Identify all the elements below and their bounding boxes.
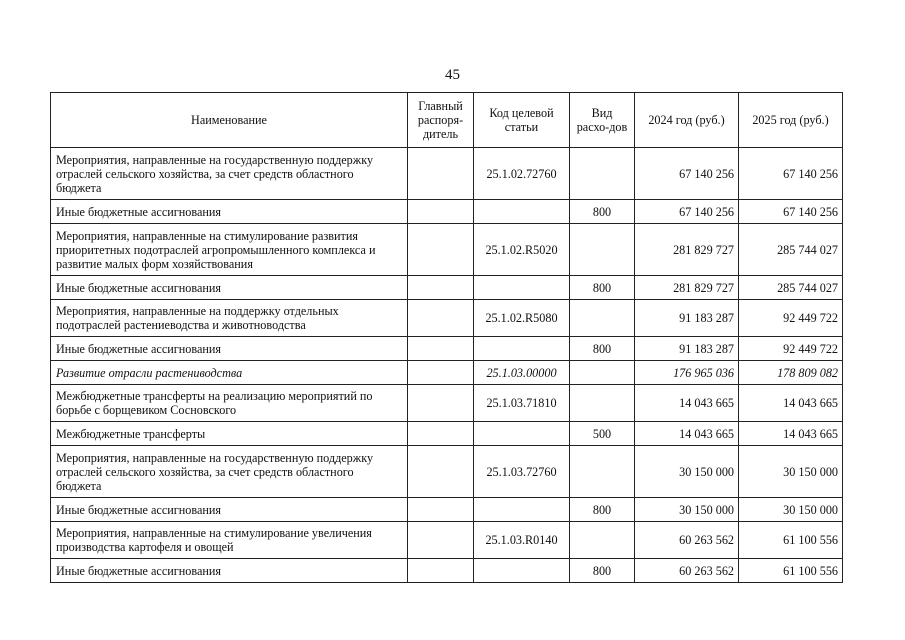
cell-name: Мероприятия, направленные на государственную поддержку отраслей сельского хозяйства, за счет средств областного бюджета [51, 446, 408, 498]
cell-manager [408, 559, 474, 583]
cell-kind [570, 522, 635, 559]
cell-name: Развитие отрасли растениводства [51, 361, 408, 385]
cell-code: 25.1.02.R5020 [474, 224, 570, 276]
cell-manager [408, 224, 474, 276]
cell-y2024: 91 183 287 [635, 300, 739, 337]
cell-y2025: 178 809 082 [739, 361, 843, 385]
header-code: Код целевой статьи [474, 93, 570, 148]
cell-manager [408, 522, 474, 559]
cell-name: Иные бюджетные ассигнования [51, 200, 408, 224]
cell-code [474, 422, 570, 446]
table-row [51, 422, 843, 446]
cell-code: 25.1.02.72760 [474, 148, 570, 200]
table-body [51, 148, 843, 583]
cell-y2024: 281 829 727 [635, 224, 739, 276]
cell-manager [408, 300, 474, 337]
cell-y2025: 61 100 556 [739, 522, 843, 559]
cell-y2025: 67 140 256 [739, 148, 843, 200]
cell-y2025: 92 449 722 [739, 337, 843, 361]
cell-name: Межбюджетные трансферты [51, 422, 408, 446]
cell-y2024: 30 150 000 [635, 498, 739, 522]
cell-code [474, 498, 570, 522]
page-number: 45 [445, 67, 460, 83]
header-2025: 2025 год (руб.) [739, 93, 843, 148]
cell-y2025: 30 150 000 [739, 498, 843, 522]
table-row [51, 300, 843, 337]
cell-kind: 800 [570, 559, 635, 583]
cell-kind [570, 385, 635, 422]
cell-code: 25.1.03.72760 [474, 446, 570, 498]
header-manager: Главный распоря-дитель [408, 93, 474, 148]
cell-y2025: 67 140 256 [739, 200, 843, 224]
cell-kind: 800 [570, 337, 635, 361]
cell-y2024: 91 183 287 [635, 337, 739, 361]
cell-y2025: 285 744 027 [739, 276, 843, 300]
table-row [51, 148, 843, 200]
cell-name: Иные бюджетные ассигнования [51, 276, 408, 300]
cell-name: Мероприятия, направленные на стимулирование увеличения производства картофеля и овощей [51, 522, 408, 559]
cell-kind [570, 300, 635, 337]
cell-y2024: 176 965 036 [635, 361, 739, 385]
cell-name: Мероприятия, направленные на государственную поддержку отраслей сельского хозяйства, за счет средств областного бюджета [51, 148, 408, 200]
cell-y2025: 14 043 665 [739, 422, 843, 446]
cell-code [474, 559, 570, 583]
table-row [51, 337, 843, 361]
table-row [51, 522, 843, 559]
cell-code [474, 337, 570, 361]
cell-manager [408, 422, 474, 446]
cell-code: 25.1.03.71810 [474, 385, 570, 422]
cell-name: Иные бюджетные ассигнования [51, 498, 408, 522]
cell-code: 25.1.03.00000 [474, 361, 570, 385]
cell-kind: 800 [570, 276, 635, 300]
cell-y2025: 30 150 000 [739, 446, 843, 498]
cell-code [474, 276, 570, 300]
cell-code [474, 200, 570, 224]
cell-y2024: 60 263 562 [635, 559, 739, 583]
cell-manager [408, 498, 474, 522]
cell-y2025: 14 043 665 [739, 385, 843, 422]
cell-y2024: 14 043 665 [635, 422, 739, 446]
table-row [51, 361, 843, 385]
table-row [51, 446, 843, 498]
cell-kind: 500 [570, 422, 635, 446]
table-header-row [51, 93, 843, 148]
header-kind: Вид расхо-дов [570, 93, 635, 148]
cell-manager [408, 446, 474, 498]
table-row [51, 224, 843, 276]
table-row [51, 276, 843, 300]
cell-kind [570, 446, 635, 498]
header-name: Наименование [51, 93, 408, 148]
cell-y2025: 285 744 027 [739, 224, 843, 276]
cell-manager [408, 276, 474, 300]
cell-kind: 800 [570, 498, 635, 522]
cell-y2025: 61 100 556 [739, 559, 843, 583]
table-row [51, 385, 843, 422]
cell-kind [570, 361, 635, 385]
cell-y2024: 30 150 000 [635, 446, 739, 498]
cell-manager [408, 337, 474, 361]
cell-name: Мероприятия, направленные на поддержку отдельных подотраслей растениеводства и животноводства [51, 300, 408, 337]
budget-table [50, 92, 843, 583]
cell-kind [570, 224, 635, 276]
cell-name: Мероприятия, направленные на стимулирование развития приоритетных подотраслей агропромышленного комплекса и развитие малых форм хозяйствования [51, 224, 408, 276]
table-row [51, 559, 843, 583]
cell-code: 25.1.02.R5080 [474, 300, 570, 337]
cell-code: 25.1.03.R0140 [474, 522, 570, 559]
cell-manager [408, 361, 474, 385]
cell-name: Иные бюджетные ассигнования [51, 559, 408, 583]
cell-y2024: 67 140 256 [635, 148, 739, 200]
table-row [51, 200, 843, 224]
cell-kind: 800 [570, 200, 635, 224]
cell-y2024: 14 043 665 [635, 385, 739, 422]
cell-manager [408, 148, 474, 200]
cell-name: Иные бюджетные ассигнования [51, 337, 408, 361]
cell-y2024: 281 829 727 [635, 276, 739, 300]
header-2024: 2024 год (руб.) [635, 93, 739, 148]
cell-manager [408, 385, 474, 422]
cell-y2025: 92 449 722 [739, 300, 843, 337]
cell-manager [408, 200, 474, 224]
cell-y2024: 67 140 256 [635, 200, 739, 224]
cell-y2024: 60 263 562 [635, 522, 739, 559]
cell-name: Межбюджетные трансферты на реализацию мероприятий по борьбе с борщевиком Сосновского [51, 385, 408, 422]
cell-kind [570, 148, 635, 200]
table-row [51, 498, 843, 522]
